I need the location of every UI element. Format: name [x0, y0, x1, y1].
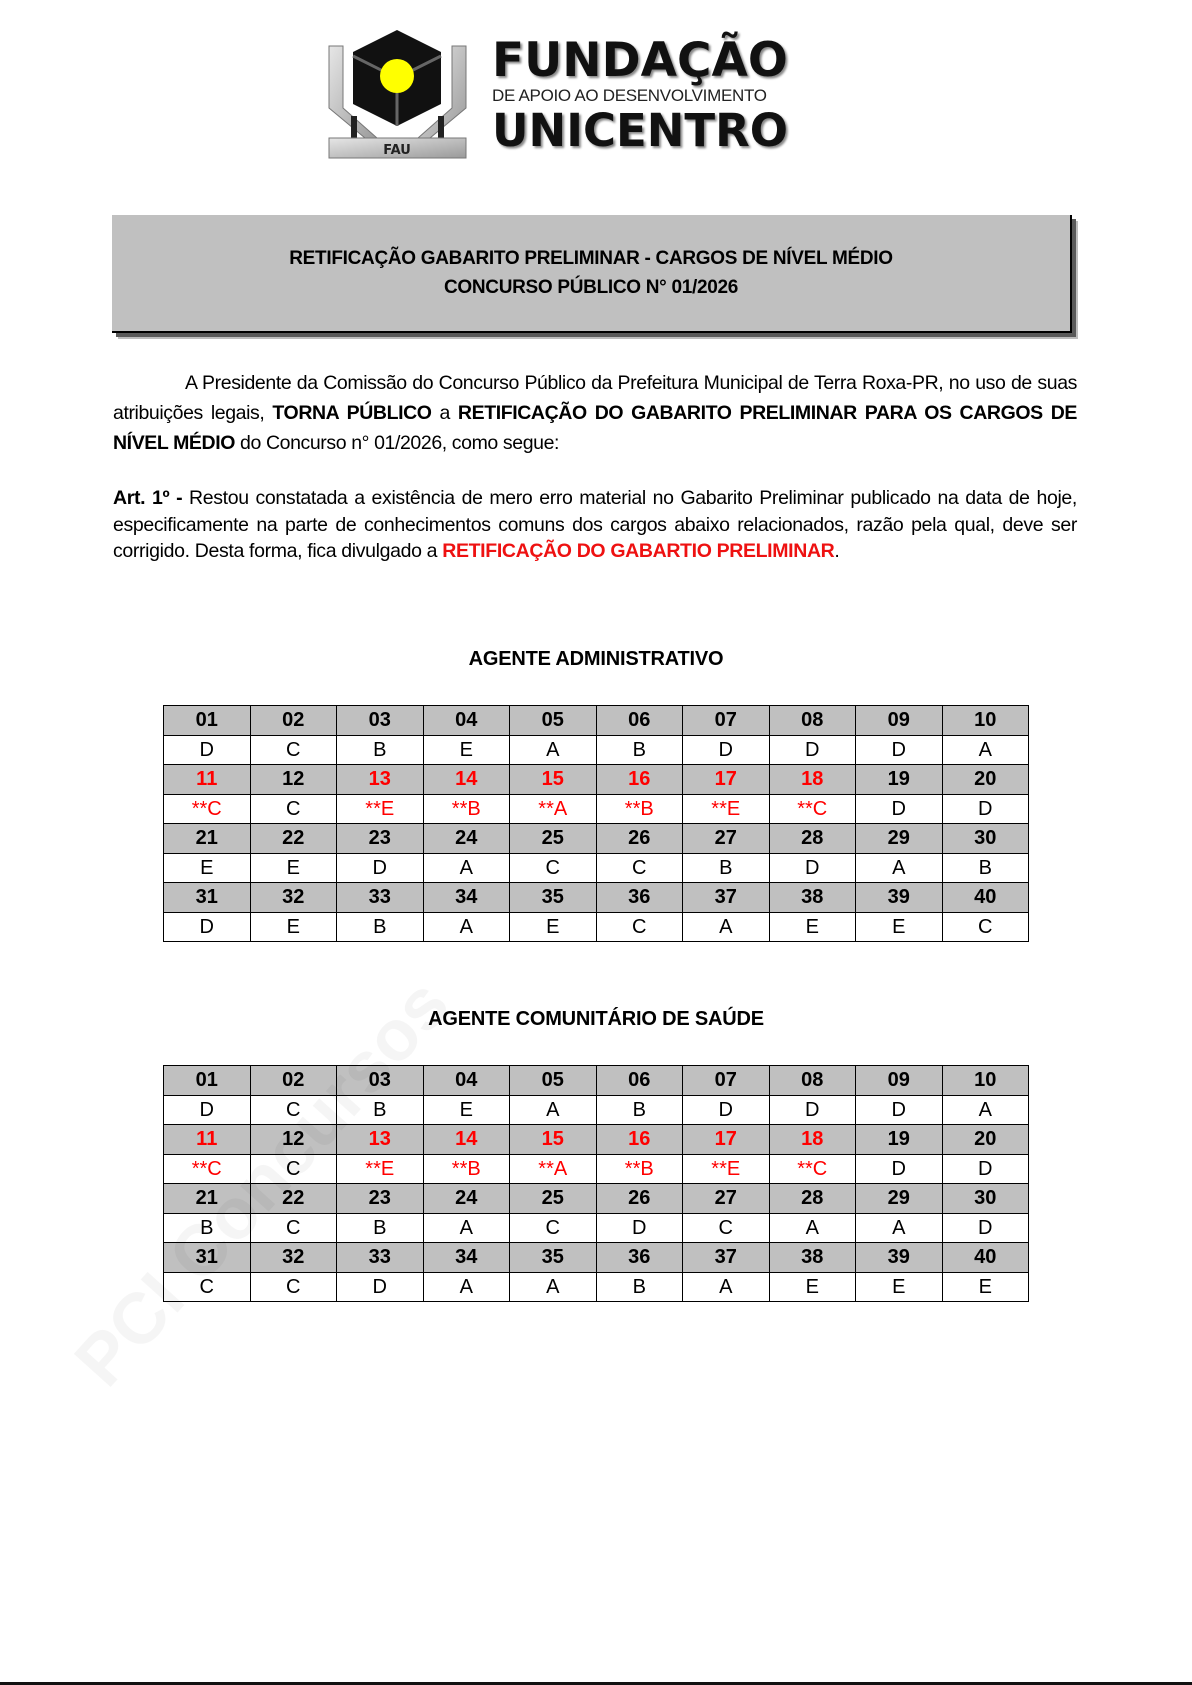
question-number-cell: 37 [683, 1243, 770, 1273]
intro-bold-retificacao: RETIFICAÇÃO DO GABARITO PRELIMINAR PARA OS CARGOS DE NÍVEL MÉDIO [113, 402, 1077, 454]
question-number-cell: 32 [250, 883, 337, 913]
answer-cell: B [337, 1095, 424, 1125]
answer-cell: E [942, 1272, 1029, 1302]
question-number-cell: 22 [250, 1184, 337, 1214]
answer-cell: **E [337, 794, 424, 824]
question-number-cell: 05 [510, 706, 597, 736]
answer-cell: **C [769, 1154, 856, 1184]
question-number-cell: 26 [596, 824, 683, 854]
question-number-cell: 37 [683, 883, 770, 913]
answer-cell: E [250, 853, 337, 883]
question-number-cell: 20 [942, 765, 1029, 795]
answer-cell: C [596, 853, 683, 883]
answer-cell: A [942, 1095, 1029, 1125]
article-text: Restou constatada a existência de mero erro material no Gabarito Preliminar publicado na data de hoje, especificamente na parte de conhecimentos comuns dos cargos abaixo relacionados, razão pela qual, deve ser corrigido. Desta forma, fica divulgado a [113, 487, 1077, 562]
question-number-cell: 14 [423, 1125, 510, 1155]
answer-cell: B [596, 1095, 683, 1125]
question-number-cell: 02 [250, 1066, 337, 1096]
answer-cell: E [423, 735, 510, 765]
answer-cell: D [942, 1154, 1029, 1184]
answer-cell: C [250, 1154, 337, 1184]
answer-cell: D [596, 1213, 683, 1243]
answer-cell: C [596, 912, 683, 942]
answer-cell: **B [596, 794, 683, 824]
answer-cell: **C [769, 794, 856, 824]
question-number-cell: 34 [423, 1243, 510, 1273]
question-number-cell: 06 [596, 706, 683, 736]
question-number-cell: 34 [423, 883, 510, 913]
answer-cell: A [423, 853, 510, 883]
answer-cell: D [683, 735, 770, 765]
answer-cell: C [510, 853, 597, 883]
question-number-cell: 04 [423, 1066, 510, 1096]
question-number-cell: 36 [596, 883, 683, 913]
answer-cell: D [856, 1154, 943, 1184]
answer-cell: C [683, 1213, 770, 1243]
question-number-cell: 40 [942, 883, 1029, 913]
logo-unicentro: UNICENTRO [492, 104, 788, 157]
answer-cell: D [769, 1095, 856, 1125]
logo-fundacao: FUNDAÇÃO [492, 33, 788, 88]
question-number-cell: 39 [856, 883, 943, 913]
answer-cell: B [337, 912, 424, 942]
article-paragraph [113, 485, 1077, 565]
answer-cell: E [510, 912, 597, 942]
question-number-cell: 10 [942, 1066, 1029, 1096]
answer-cell: C [250, 794, 337, 824]
answer-cell: A [423, 912, 510, 942]
question-number-cell: 33 [337, 883, 424, 913]
answer-cell: **B [423, 794, 510, 824]
answer-cell: D [337, 853, 424, 883]
question-number-cell: 03 [337, 1066, 424, 1096]
question-number-cell: 30 [942, 1184, 1029, 1214]
answer-cell: E [769, 1272, 856, 1302]
answer-row [164, 853, 1029, 883]
answer-cell: **B [596, 1154, 683, 1184]
question-number-cell: 26 [596, 1184, 683, 1214]
answer-cell: B [337, 1213, 424, 1243]
question-number-cell: 23 [337, 824, 424, 854]
question-number-cell: 31 [164, 883, 251, 913]
question-number-cell: 30 [942, 824, 1029, 854]
answer-cell: E [856, 912, 943, 942]
question-number-cell: 27 [683, 1184, 770, 1214]
answer-cell: C [250, 735, 337, 765]
question-number-cell: 08 [769, 1066, 856, 1096]
question-number-cell: 33 [337, 1243, 424, 1273]
answer-row [164, 1213, 1029, 1243]
question-number-cell: 22 [250, 824, 337, 854]
question-number-cell: 35 [510, 883, 597, 913]
answer-cell: B [596, 735, 683, 765]
question-number-cell: 38 [769, 883, 856, 913]
question-number-cell: 17 [683, 1125, 770, 1155]
answer-cell: D [164, 735, 251, 765]
question-number-cell: 29 [856, 1184, 943, 1214]
answer-cell: C [510, 1213, 597, 1243]
question-number-cell: 11 [164, 1125, 251, 1155]
answer-cell: B [337, 735, 424, 765]
fau-unicentro-logo [325, 26, 795, 164]
answer-cell: A [423, 1213, 510, 1243]
question-number-row [164, 765, 1029, 795]
answer-cell: E [250, 912, 337, 942]
answer-cell: A [510, 735, 597, 765]
answer-cell: E [856, 1272, 943, 1302]
question-number-cell: 14 [423, 765, 510, 795]
answer-row [164, 912, 1029, 942]
intro-text: a [431, 402, 458, 424]
question-number-cell: 18 [769, 1125, 856, 1155]
answer-cell: D [164, 912, 251, 942]
answer-cell: D [683, 1095, 770, 1125]
answer-cell: E [164, 853, 251, 883]
question-number-cell: 31 [164, 1243, 251, 1273]
question-number-cell: 09 [856, 706, 943, 736]
answer-cell: **E [683, 1154, 770, 1184]
question-number-cell: 07 [683, 706, 770, 736]
section-title-agente-administrativo: AGENTE ADMINISTRATIVO [468, 648, 724, 670]
answer-cell: **C [164, 1154, 251, 1184]
answer-cell: **E [683, 794, 770, 824]
answer-cell: B [942, 853, 1029, 883]
answer-cell: D [164, 1095, 251, 1125]
question-number-cell: 32 [250, 1243, 337, 1273]
question-number-cell: 07 [683, 1066, 770, 1096]
question-number-cell: 36 [596, 1243, 683, 1273]
question-number-cell: 16 [596, 765, 683, 795]
intro-bold-torna-publico: TORNA PÚBLICO [272, 402, 432, 424]
question-number-cell: 24 [423, 824, 510, 854]
logo-wordmark [492, 33, 802, 157]
answer-cell: D [856, 1095, 943, 1125]
question-number-cell: 40 [942, 1243, 1029, 1273]
question-number-cell: 27 [683, 824, 770, 854]
question-number-cell: 11 [164, 765, 251, 795]
document-title: RETIFICAÇÃO GABARITO PRELIMINAR - CARGOS DE NÍVEL MÉDIO [289, 248, 893, 269]
question-number-cell: 01 [164, 1066, 251, 1096]
answer-cell: **B [423, 1154, 510, 1184]
question-number-cell: 09 [856, 1066, 943, 1096]
question-number-row [164, 883, 1029, 913]
answer-cell: D [856, 794, 943, 824]
answer-cell: A [683, 1272, 770, 1302]
question-number-cell: 25 [510, 824, 597, 854]
answer-cell: C [250, 1272, 337, 1302]
question-number-cell: 29 [856, 824, 943, 854]
answer-cell: D [769, 735, 856, 765]
answer-cell: D [942, 1213, 1029, 1243]
question-number-cell: 03 [337, 706, 424, 736]
question-number-cell: 05 [510, 1066, 597, 1096]
question-number-cell: 20 [942, 1125, 1029, 1155]
question-number-cell: 01 [164, 706, 251, 736]
answer-cell: A [856, 1213, 943, 1243]
answer-cell: A [942, 735, 1029, 765]
answer-row [164, 1272, 1029, 1302]
answer-cell: C [250, 1095, 337, 1125]
question-number-cell: 10 [942, 706, 1029, 736]
question-number-cell: 13 [337, 1125, 424, 1155]
question-number-cell: 21 [164, 824, 251, 854]
question-number-cell: 28 [769, 1184, 856, 1214]
question-number-row [164, 706, 1029, 736]
question-number-cell: 12 [250, 1125, 337, 1155]
question-number-cell: 24 [423, 1184, 510, 1214]
question-number-cell: 23 [337, 1184, 424, 1214]
answer-cell: C [942, 912, 1029, 942]
answer-row [164, 735, 1029, 765]
question-number-cell: 13 [337, 765, 424, 795]
logo-subtitle: DE APOIO AO DESENVOLVIMENTO [492, 86, 767, 105]
question-number-cell: 19 [856, 765, 943, 795]
question-number-cell: 39 [856, 1243, 943, 1273]
question-number-cell: 12 [250, 765, 337, 795]
question-number-cell: 21 [164, 1184, 251, 1214]
answer-cell: **C [164, 794, 251, 824]
question-number-cell: 06 [596, 1066, 683, 1096]
question-number-cell: 04 [423, 706, 510, 736]
intro-text: A Presidente da Comissão do Concurso Público da Prefeitura Municipal de Terra Roxa-PR, no uso de suas atribuições legais, [113, 372, 1077, 424]
answer-cell: A [423, 1272, 510, 1302]
section-title-agente-comunitario-saude: AGENTE COMUNITÁRIO DE SAÚDE [428, 1008, 764, 1030]
question-number-cell: 15 [510, 765, 597, 795]
answer-cell: E [769, 912, 856, 942]
svg-text:FAU: FAU [383, 143, 411, 158]
intro-paragraph [113, 368, 1077, 458]
question-number-cell: 18 [769, 765, 856, 795]
answer-cell: D [942, 794, 1029, 824]
document-subtitle: CONCURSO PÚBLICO N° 01/2026 [443, 277, 739, 298]
question-number-cell: 19 [856, 1125, 943, 1155]
answer-cell: D [856, 735, 943, 765]
answer-cell: B [164, 1213, 251, 1243]
answer-cell: **A [510, 1154, 597, 1184]
article-highlight: RETIFICAÇÃO DO GABARTIO PRELIMINAR [442, 540, 835, 562]
document-header-box [112, 215, 1072, 333]
question-number-cell: 15 [510, 1125, 597, 1155]
answer-cell: A [510, 1272, 597, 1302]
answer-row [164, 794, 1029, 824]
question-number-cell: 08 [769, 706, 856, 736]
answer-cell: A [510, 1095, 597, 1125]
question-number-row [164, 1243, 1029, 1273]
article-end: . [834, 540, 840, 562]
intro-text: do Concurso n° 01/2026, como segue: [235, 432, 560, 454]
answer-cell: B [596, 1272, 683, 1302]
answer-cell: **A [510, 794, 597, 824]
fau-emblem-icon [325, 26, 470, 164]
answer-cell: **E [337, 1154, 424, 1184]
question-number-cell: 35 [510, 1243, 597, 1273]
article-label: Art. 1º - [113, 487, 183, 509]
question-number-cell: 02 [250, 706, 337, 736]
question-number-row [164, 824, 1029, 854]
answer-cell: A [856, 853, 943, 883]
answer-cell: A [683, 912, 770, 942]
answer-cell: E [423, 1095, 510, 1125]
question-number-cell: 38 [769, 1243, 856, 1273]
answer-key-table-agente-administrativo [163, 705, 1029, 942]
question-number-cell: 25 [510, 1184, 597, 1214]
question-number-cell: 28 [769, 824, 856, 854]
answer-cell: C [164, 1272, 251, 1302]
question-number-cell: 16 [596, 1125, 683, 1155]
answer-cell: B [683, 853, 770, 883]
question-number-cell: 17 [683, 765, 770, 795]
answer-cell: C [250, 1213, 337, 1243]
answer-cell: D [337, 1272, 424, 1302]
answer-cell: A [769, 1213, 856, 1243]
answer-cell: D [769, 853, 856, 883]
